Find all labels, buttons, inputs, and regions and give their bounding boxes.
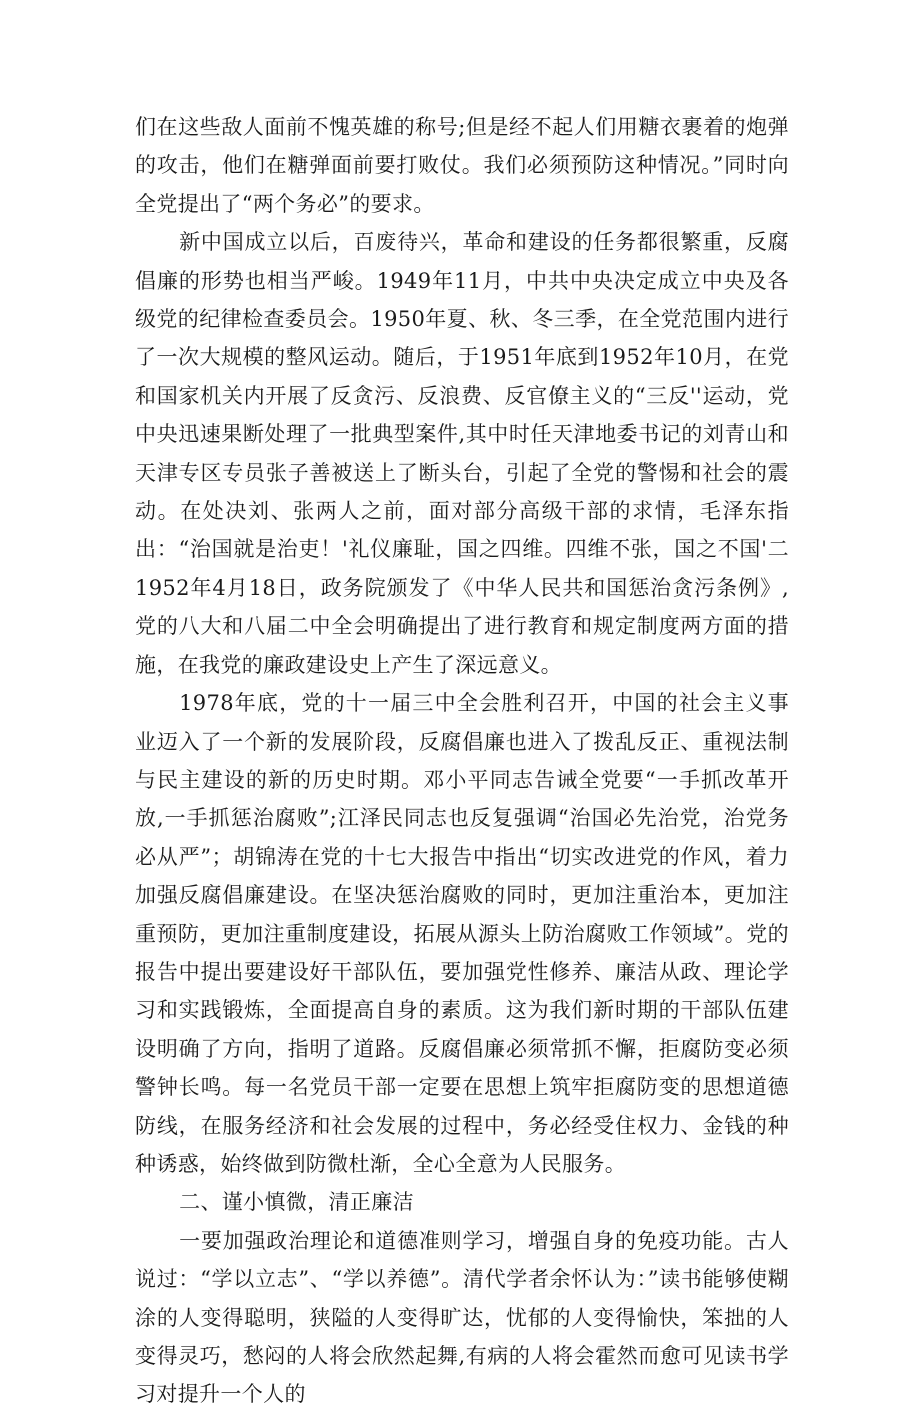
paragraph-continuation: 们在这些敌人面前不愧英雄的称号;但是经不起人们用糖衣裹着的炮弹的攻击，他们在糖弹面前要打败仗。我们必须预防这种情况。”同时向全党提出了“两个务必”的要求。: [135, 115, 789, 216]
document-body: [135, 108, 789, 1414]
section-heading: 二、谨小慎微，清正廉洁: [179, 1190, 414, 1215]
paragraph-new-china: 新中国成立以后，百废待兴，革命和建设的任务都很繁重，反腐倡廉的形势也相当严峻。1949年11月，中共中央决定成立中央及各级党的纪律检查委员会。1950年夏、秋、冬三季，在全党范围内进行了一次大规模的整风运动。随后，于1951年底到1952年10月，在党和国家机关内开展了反贪污、反浪费、反官僚主义的“三反''运动，党中央迅速果断处理了一批典型案件,其中时任天津地委书记的刘青山和天津专区专员张子善被送上了断头台，引起了全党的警惕和社会的震动。在处决刘、张两人之前，面对部分高级干部的求情，毛泽东指出：“治国就是治吏！'礼仪廉耻，国之四维。四维不张，国之不国'二1952年4月18日，政务院颁发了《中华人民共和国惩治贪污条例》,党的八大和八届二中全会明确提出了进行教育和规定制度两方面的措施，在我党的廉政建设史上产生了深远意义。: [135, 230, 789, 677]
paragraph-reform-era: 1978年底，党的十一届三中全会胜利召开，中国的社会主义事业迈入了一个新的发展阶段，反腐倡廉也进入了拨乱反正、重视法制与民主建设的新的历史时期。邓小平同志告诫全党要“一手抓改革开放,一手抓惩治腐败”;江泽民同志也反复强调“治国必先治党，治党务必从严”；胡锦涛在党的十七大报告中指出“切实改进党的作风，着力加强反腐倡廉建设。在坚决惩治腐败的同时，更加注重治本，更加注重预防，更加注重制度建设，拓展从源头上防治腐败工作领域”。党的报告中提出要建设好干部队伍，要加强党性修养、廉洁从政、理论学习和实践锻炼，全面提高自身的素质。这为我们新时期的干部队伍建设明确了方向，指明了道路。反腐倡廉必须常抓不懈，拒腐防变必须警钟长鸣。每一名党员干部一定要在思想上筑牢拒腐防变的思想道德防线，在服务经济和社会发展的过程中，务必经受住权力、金钱的种种诱惑，始终做到防微杜渐，全心全意为人民服务。: [135, 691, 789, 1176]
paragraph-study: 一要加强政治理论和道德准则学习，增强自身的免疫功能。古人说过：“学以立志”、“学以养德”。清代学者余怀认为：”读书能够使糊涂的人变得聪明，狭隘的人变得旷达，忧郁的人变得愉快，笨拙的人变得灵巧，愁闷的人将会欣然起舞,有病的人将会霍然而愈可见读书学习对提升一个人的: [135, 1228, 789, 1407]
